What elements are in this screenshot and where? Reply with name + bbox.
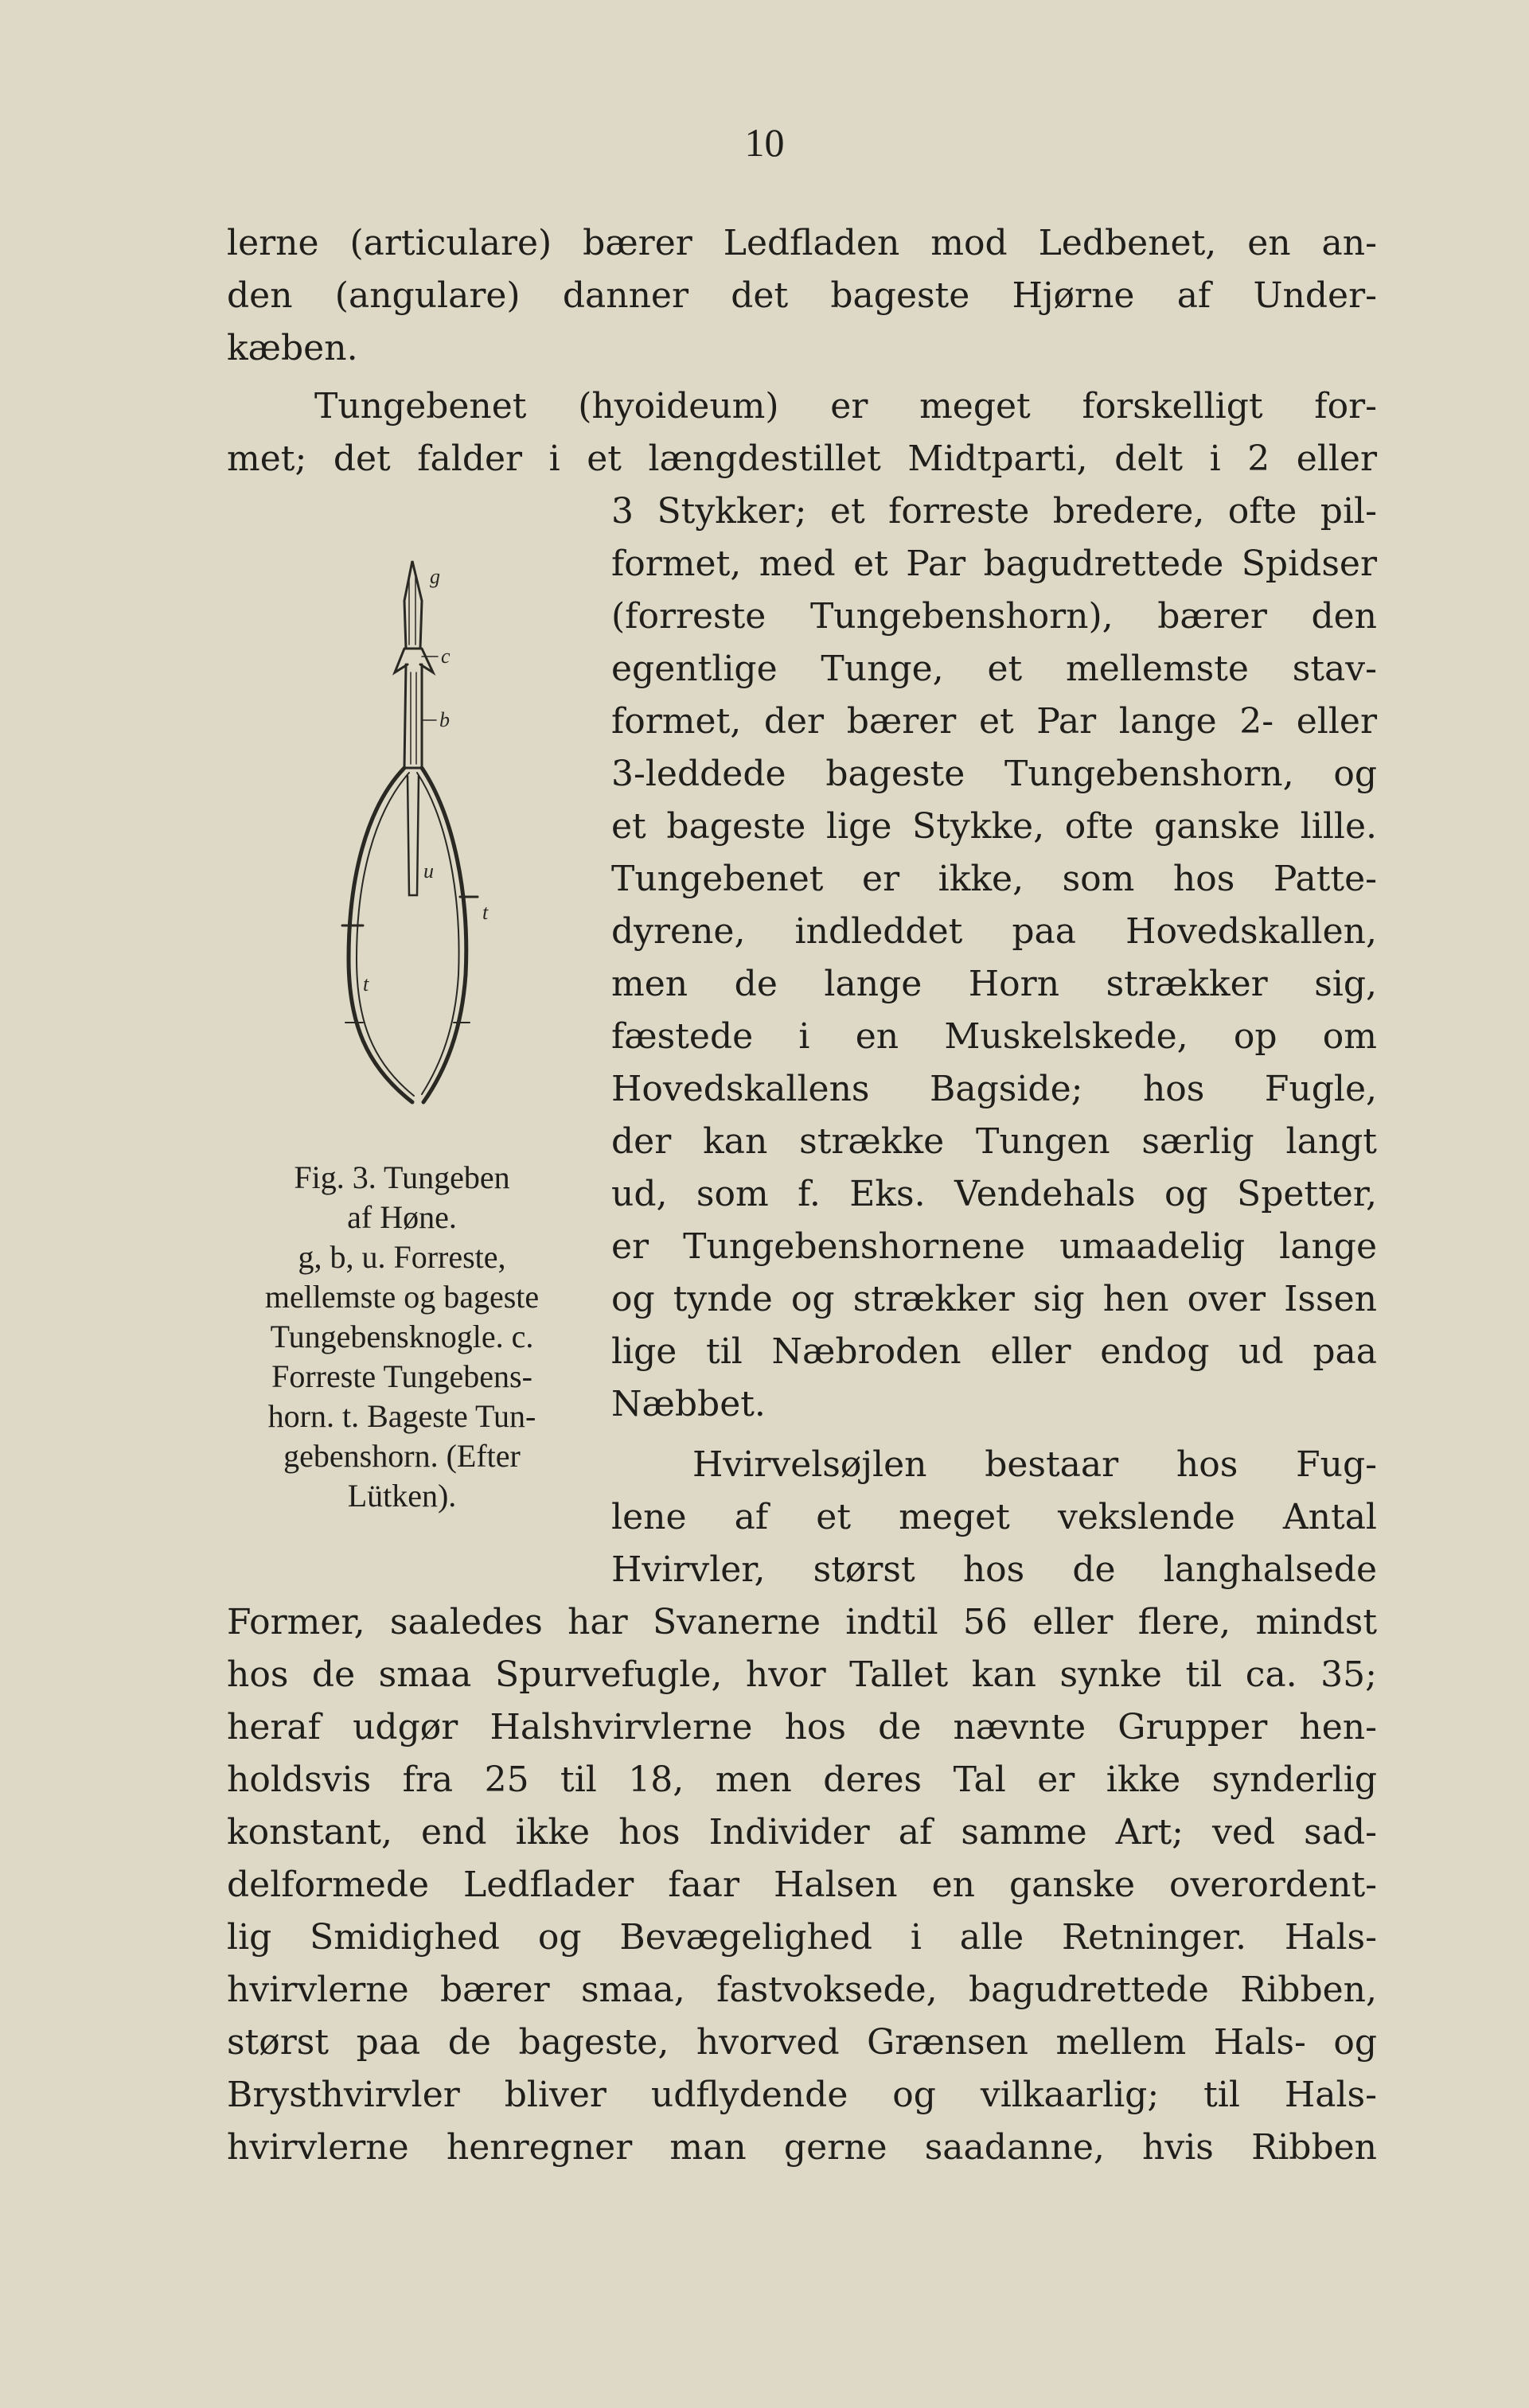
text-line: er Tungebenshornene umaadelig lange [611, 1226, 1377, 1267]
label-t-left: t [363, 972, 369, 996]
label-g: g [430, 565, 440, 588]
text-line: lerne (articulare) bærer Ledfladen mod Ledbenet, en an- [227, 223, 1377, 263]
text-line: Former, saaledes har Svanerne indtil 56 eller flere, mindst [227, 1602, 1377, 1642]
text-line: 3-leddede bageste Tungebenshorn, og [611, 754, 1377, 794]
text-line: (forreste Tungebenshorn), bærer den [611, 596, 1377, 637]
text-line: hos de smaa Spurvefugle, hvor Tallet kan synke til ca. 35; [227, 1654, 1377, 1695]
text-line: kæben. [227, 328, 358, 368]
text-line: Hvirvelsøjlen bestaar hos Fug- [692, 1444, 1377, 1485]
text-line: der kan strække Tungen særlig langt [611, 1121, 1377, 1162]
text-line: lig Smidighed og Bevægelighed i alle Retninger. Hals- [227, 1917, 1377, 1958]
text-line: dyrene, indleddet paa Hovedskallen, [611, 911, 1377, 952]
label-c: c [441, 645, 451, 668]
text-line: et bageste lige Stykke, ofte ganske lille. [611, 806, 1377, 847]
text-line: holdsvis fra 25 til 18, men deres Tal er ikke synderlig [227, 1759, 1377, 1800]
text-line: formet, med et Par bagudrettede Spidser [611, 544, 1377, 584]
text-line: ud, som f. Eks. Vendehals og Spetter, [611, 1174, 1377, 1214]
label-u: u [423, 859, 434, 883]
text-line: størst paa de bageste, hvorved Grænsen mellem Hals- og [227, 2022, 1377, 2063]
text-line: fæstede i en Muskelskede, op om [611, 1016, 1377, 1057]
text-line: delformede Ledflader faar Halsen en ganske overordent- [227, 1864, 1377, 1905]
text-line: formet, der bærer et Par lange 2- eller [611, 701, 1377, 742]
caption-line: Tungebensknogle. c. [270, 1319, 534, 1354]
text-line: Tungebenet er ikke, som hos Patte- [611, 859, 1377, 899]
text-line: Tungebenet (hyoideum) er meget forskelligt for- [314, 386, 1377, 427]
caption-line: mellemste og bageste [264, 1279, 540, 1315]
text-line: heraf udgør Halshvirvlerne hos de nævnte Grupper hen- [227, 1707, 1377, 1748]
caption-line: horn. t. Bageste Tun- [267, 1398, 536, 1434]
text-line: met; det falder i et længdestillet Midtparti, delt i 2 eller [227, 438, 1377, 479]
caption-line: g, b, u. Forreste, [298, 1239, 506, 1275]
text-line: lene af et meget vekslende Antal [611, 1497, 1377, 1537]
text-line: men de lange Horn strækker sig, [611, 964, 1377, 1004]
text-line: Brysthvirvler bliver udflydende og vilkaarlig; til Hals- [227, 2075, 1377, 2115]
hyoid-bone-illustration [318, 545, 525, 1126]
text-line: 3 Stykker; et forreste bredere, ofte pil- [611, 491, 1377, 532]
figure-caption [215, 1158, 589, 1516]
caption-line: Forreste Tungebens- [271, 1358, 532, 1394]
text-line: og tynde og strækker sig hen over Issen [611, 1279, 1377, 1319]
caption-line: af Høne. [347, 1199, 457, 1235]
text-line: konstant, end ikke hos Individer af samme Art; ved sad- [227, 1812, 1377, 1853]
caption-line: Lütken). [347, 1478, 457, 1514]
label-t-right: t [482, 901, 489, 924]
text-line: lige til Næbroden eller endog ud paa [611, 1331, 1377, 1372]
text-line: den (angulare) danner det bageste Hjørne af Under- [227, 275, 1377, 316]
text-line: Hvirvler, størst hos de langhalsede [611, 1549, 1377, 1590]
text-line: Næbbet. [611, 1384, 766, 1424]
caption-line: gebenshorn. (Efter [283, 1438, 521, 1474]
caption-line: Fig. 3. Tungeben [294, 1159, 510, 1195]
text-line: hvirvlerne henregner man gerne saadanne, hvis Ribben [227, 2127, 1377, 2168]
text-line: egentlige Tunge, et mellemste stav- [611, 649, 1377, 689]
text-line: hvirvlerne bærer smaa, fastvoksede, bagudrettede Ribben, [227, 1970, 1377, 2010]
page-number: 10 [744, 120, 785, 165]
text-line: Hovedskallens Bagside; hos Fugle, [611, 1069, 1377, 1109]
label-b: b [439, 708, 450, 731]
